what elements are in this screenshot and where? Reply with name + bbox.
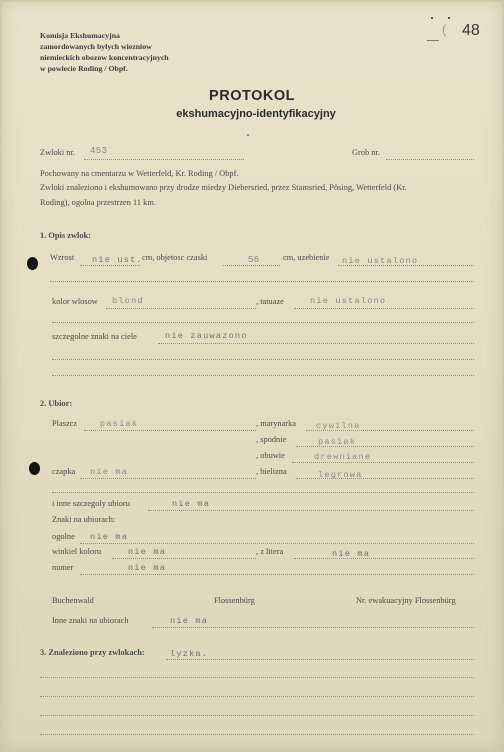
punch-hole bbox=[29, 462, 40, 475]
org-line-4: w powiecie Roding / Obpf. bbox=[40, 64, 128, 73]
page-number-bracket: ( bbox=[442, 22, 447, 37]
zwloki-label: Zwloki nr. bbox=[40, 148, 75, 157]
letter-value: nie ma bbox=[332, 549, 371, 559]
triangle-color-label: winkiel koloru bbox=[52, 547, 102, 556]
hair-color-label: kolor wlosow bbox=[52, 297, 98, 306]
body-marks-value: nie zauwazono bbox=[165, 331, 248, 341]
cm-teeth-label: cm, uzebienie bbox=[283, 253, 330, 262]
other-clothing-marks-value: nie ma bbox=[170, 616, 209, 626]
coat-label: Plaszcz bbox=[52, 419, 78, 428]
corner-mark bbox=[448, 17, 450, 19]
tattoo-label: , tatuaze bbox=[256, 297, 284, 306]
number-value: nie ma bbox=[128, 563, 167, 573]
zwloki-number: 453 bbox=[90, 146, 108, 156]
cap-label: czapka bbox=[52, 467, 76, 476]
document-subtitle: ekshumacyjno-identyfikacyjny bbox=[176, 108, 336, 120]
skull-volume-value: 56 bbox=[248, 255, 260, 265]
trousers-value: pasiak bbox=[318, 437, 357, 447]
triangle-color-value: nie ma bbox=[128, 547, 167, 557]
letter-label: , z litera bbox=[256, 547, 284, 556]
hair-color-value: blond bbox=[112, 296, 144, 306]
body-marks-label: szczegolne znaki na ciele bbox=[52, 332, 137, 341]
clothing-marks-label: Znaki na ubiorach: bbox=[52, 515, 116, 524]
punch-hole bbox=[27, 257, 38, 270]
corner-mark bbox=[427, 40, 439, 41]
org-line-3: niemieckich obozow koncentracyjnych bbox=[40, 53, 169, 62]
found-items-value: lyzka. bbox=[170, 649, 209, 659]
exhumation-text-line-2: Roding), ogolna przestrzen 11 km. bbox=[40, 198, 156, 207]
camp-flossenburg-label: Flossenbürg bbox=[214, 596, 255, 605]
shoes-label: , obuwie bbox=[256, 451, 285, 460]
ink-speck bbox=[247, 134, 249, 136]
coat-value: pasiak bbox=[100, 419, 139, 429]
cap-value: nie ma bbox=[90, 467, 129, 477]
grob-label: Grob nr. bbox=[352, 148, 380, 157]
jacket-value: cywilna bbox=[316, 421, 361, 431]
general-marks-value: nie ma bbox=[90, 532, 129, 542]
evacuation-number-label: Nr. ewakuacyjny Flossenbürg bbox=[356, 596, 456, 605]
underwear-value: legrowa bbox=[318, 470, 363, 480]
height-label: Wzrost bbox=[50, 253, 75, 262]
teeth-value: nie ustalono bbox=[342, 256, 419, 266]
general-marks-label: ogolne bbox=[52, 532, 75, 541]
number-label: numer bbox=[52, 563, 74, 572]
shoes-value: drewniane bbox=[314, 452, 372, 462]
jacket-label: , marynarka bbox=[256, 419, 296, 428]
underwear-label: , bielizna bbox=[256, 467, 287, 476]
height-value: nie ust. bbox=[92, 255, 143, 265]
exhumation-text-line-1: Zwloki znaleziono i ekshumowano przy drodze miedzy Diebersried, przez Stamsried, Pösing, Wetterfeld (Kr. bbox=[40, 183, 407, 192]
trousers-label: , spodnie bbox=[256, 435, 287, 444]
org-line-1: Komisja Ekshumacyjna bbox=[40, 31, 120, 40]
section-3-heading: 3. Znaleziono przy zwlokach: bbox=[40, 648, 145, 657]
page-number: 48 bbox=[462, 22, 480, 39]
org-line-2: zamordowanych bylych wiezniow bbox=[40, 42, 152, 51]
document-title: PROTOKOL bbox=[209, 88, 295, 104]
burial-place-text: Pochowany na cmentarzu w Wetterfeld, Kr. Roding / Obpf. bbox=[40, 169, 239, 178]
camp-buchenwald-label: Buchenwald bbox=[52, 596, 94, 605]
other-clothing-marks-label: Inne znaki na ubiorach bbox=[52, 616, 129, 625]
other-details-value: nie ma bbox=[172, 499, 211, 509]
section-1-heading: 1. Opis zwlok: bbox=[40, 231, 91, 240]
section-2-heading: 2. Ubior: bbox=[40, 399, 73, 408]
other-details-label: i inne szczegoly ubioru bbox=[52, 499, 130, 508]
cm-skull-label: cm, objetosc czaski bbox=[142, 253, 208, 262]
corner-mark bbox=[431, 17, 433, 19]
tattoo-value: nie ustalono bbox=[310, 296, 387, 306]
